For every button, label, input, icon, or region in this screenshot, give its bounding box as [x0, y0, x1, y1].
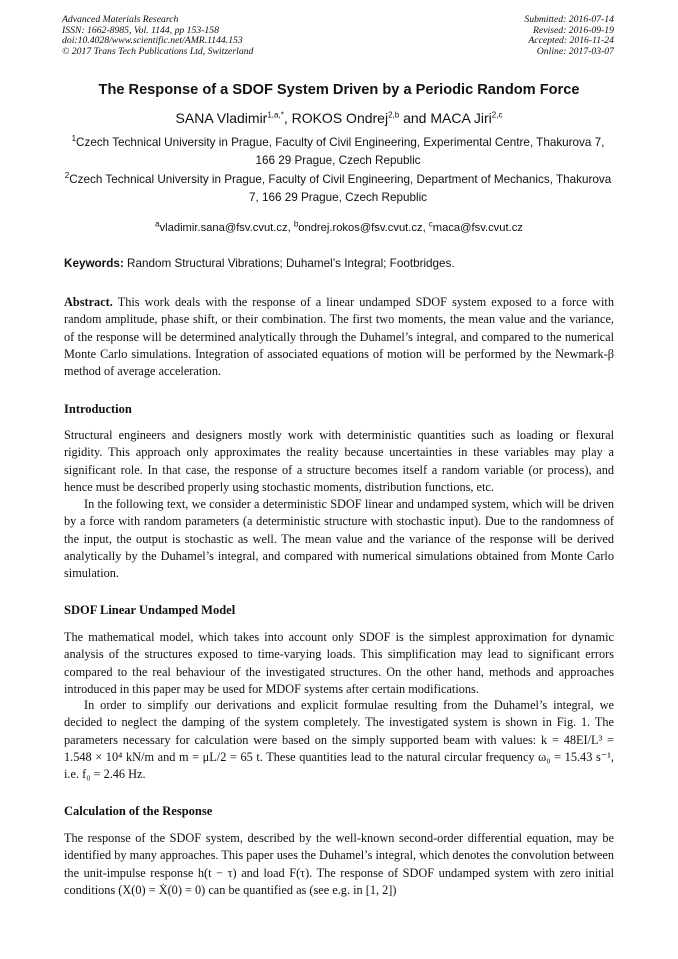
journal-issn: ISSN: 1662-8985, Vol. 1144, pp 153-158	[62, 24, 219, 36]
section-heading-introduction: Introduction	[64, 402, 132, 416]
author-emails	[0, 219, 678, 234]
calc-paragraph-1: The response of the SDOF system, described by the well-known second-order differential equation, may be identified by many approaches. This paper uses the Duhamel’s integral, which denotes the convolution between the unit-impulse response h(t − τ) and load F(τ). The response of SDOF undamped system with zero initial conditions (X(0) = Ẋ(0) = 0) can be quantified as (see e.g. in [1, 2])	[64, 831, 614, 897]
author-name: SANA Vladimir	[175, 110, 268, 126]
email-mark: b	[293, 219, 299, 229]
abstract	[64, 294, 614, 380]
affiliation-text: Czech Technical University in Prague, Faculty of Civil Engineering, Experimental Centre, Thakurova 7, 166 29 Prague, Czech Republic	[76, 136, 605, 167]
intro-paragraph-2: In the following text, we consider a deterministic SDOF linear and undamped system, which will be driven by a force with random parameters (a deterministic structure with stochastic input). Due to the randomness of the input, the output is stochastic as well. The mean value and the variance of the response will be derived analytically by the Duhamel’s integral, and compared with numerical simulations obtained from Monte Carlo simulation.	[64, 497, 614, 581]
author-marks: 2,c	[491, 110, 503, 120]
section-heading-calculation: Calculation of the Response	[64, 804, 213, 818]
affiliation-mark: 1	[71, 134, 77, 144]
journal-name: Advanced Materials Research	[62, 14, 179, 25]
intro-paragraph-1: Structural engineers and designers mostly work with deterministic quantities such as loading or flexural rigidity. This approach only approximates the reality because uncertainties in these variables may play a significant role. In that case, the response of a structure becomes itself a random variable (or process), and hence must be described properly using stochastic moments, distribution functions, etc.	[64, 428, 614, 494]
journal-info	[62, 15, 253, 57]
email-link[interactable]: vladimir.sana@fsv.cvut.cz	[159, 222, 288, 234]
author-separator: ,	[283, 110, 292, 126]
email-mark: c	[428, 219, 433, 229]
journal-copyright: © 2017 Trans Tech Publications Ltd, Switzerland	[62, 45, 254, 57]
affiliation-text: Czech Technical University in Prague, Faculty of Civil Engineering, Department of Mechanics, Thakurova 7, 166 29 Prague, Czech Republic	[69, 173, 612, 204]
email-mark: a	[155, 219, 160, 229]
date-submitted: Submitted: 2016-07-14	[524, 14, 614, 25]
email-separator: ,	[287, 222, 294, 234]
affiliation-mark: 2	[64, 171, 70, 181]
keywords	[64, 257, 616, 270]
submission-dates	[524, 15, 614, 57]
keywords-label: Keywords:	[64, 257, 124, 270]
author-list	[0, 110, 678, 126]
abstract-label: Abstract.	[64, 295, 113, 309]
author-marks: 2,b	[388, 110, 400, 120]
author-separator: and	[399, 110, 431, 126]
journal-doi: doi:10.4028/www.scientific.net/AMR.1144.153	[62, 35, 243, 47]
section-heading-sdof: SDOF Linear Undamped Model	[64, 603, 236, 617]
email-link[interactable]: ondrej.rokos@fsv.cvut.cz	[298, 222, 423, 234]
affiliation	[62, 134, 614, 169]
abstract-text: This work deals with the response of a linear undamped SDOF system exposed to a force with random amplitude, phase shift, or their combination. The first two moments, the mean value and the variance, of the response will be determined analytically through the Duhamel’s integral, and compared to the numerical Monte Carlo simulations. Integration of associated equations of motion will be performed by the Newmark-β method of average acceleration.	[64, 295, 614, 379]
email-link[interactable]: maca@fsv.cvut.cz	[432, 222, 523, 234]
sdof-paragraph-2: In order to simplify our derivations and explicit formulae resulting from the Duhamel’s integral, we decided to neglect the damping of the system completely. The investigated system is shown in Fig. 1. The parameters necessary for calculation were based on the simply supported beam with values: k = 48EI/L³ = 1.548 × 10⁴ kN/m and m = μL/2 = 65 t. These quantities lead to the natural circular frequency ω₀ = 15.43 s⁻¹, i.e. f₀ = 2.46 Hz.	[64, 698, 614, 782]
date-online: Online: 2017-03-07	[536, 45, 614, 57]
sdof-paragraph-1: The mathematical model, which takes into account only SDOF is the simplest approximation for dynamic analysis of the structures exposed to time-varying loads. This simplification may lead to significant errors compared to the real behaviour of the investigated structures. On the other hand, methods and approaches introduced in this paper may be used for MDOF systems after certain modifications.	[64, 630, 614, 696]
paper-title: The Response of a SDOF System Driven by a Periodic Random Force	[98, 82, 580, 98]
author-name: ROKOS Ondrej	[291, 110, 389, 126]
affiliation	[62, 171, 614, 206]
date-revised: Revised: 2016-09-19	[533, 24, 614, 36]
date-accepted: Accepted: 2016-11-24	[528, 35, 614, 47]
keywords-text: Random Structural Vibrations; Duhamel’s Integral; Footbridges.	[127, 257, 455, 270]
email-separator: ,	[422, 222, 429, 234]
author-name: MACA Jiri	[430, 110, 492, 126]
author-marks: 1,a,*	[267, 110, 284, 120]
